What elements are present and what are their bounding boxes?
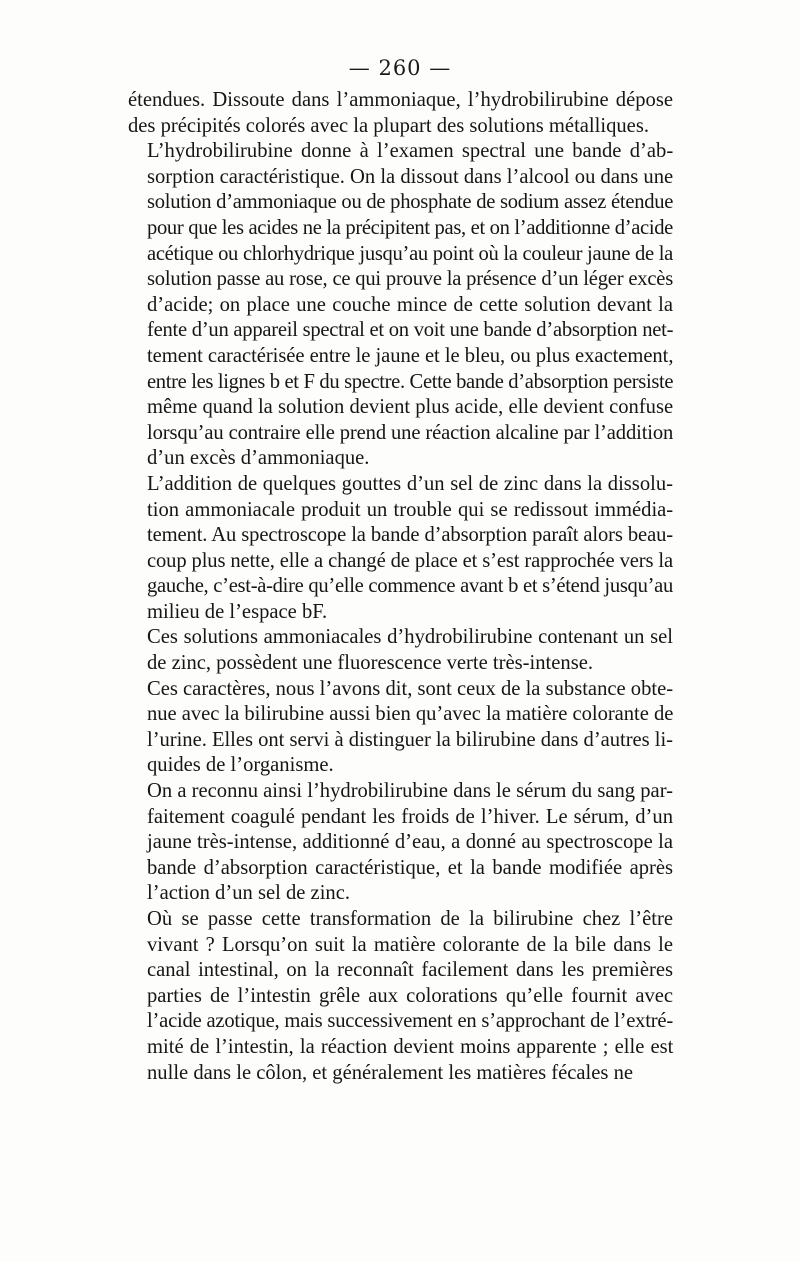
text-line: canal intestinal, on la reconnaît facilement dans les premières [147, 959, 674, 982]
text-line: de zinc, possèdent une fluorescence verte très-intense. [147, 652, 594, 675]
text-line: On a reconnu ainsi l’hydrobilirubine dans le sérum du sang par- [147, 780, 673, 803]
text-line: sorption caractéristique. On la dissout dans l’alcool ou dans une [147, 165, 674, 188]
paragraph [128, 677, 673, 779]
text-line: jaune très-intense, additionné d’eau, a donné au spectroscope la [147, 831, 673, 854]
text-line: parties de l’intestin grêle aux colorations qu’elle fournit avec [147, 984, 674, 1007]
paragraph [128, 88, 673, 139]
paragraph [128, 472, 673, 626]
text-line: acétique ou chlorhydrique jusqu’au point où la couleur jaune de la [147, 242, 673, 265]
paragraph [128, 139, 673, 472]
text-line: même quand la solution devient plus acide, elle devient confuse [147, 396, 674, 419]
text-line: solution passe au rose, ce qui prouve la présence d’un léger excès [147, 268, 673, 291]
text-line: nulle dans le côlon, et généralement les matières fécales ne [147, 1061, 634, 1084]
paragraph [128, 779, 673, 907]
text-line: Ces solutions ammoniacales d’hydrobilirubine contenant un sel [147, 626, 673, 649]
text-line: fente d’un appareil spectral et on voit une bande d’absorption net- [147, 319, 674, 342]
text-line: tement caractérisée entre le jaune et le bleu, ou plus exactement, [147, 344, 674, 367]
body-text [128, 88, 673, 1086]
paragraph [128, 907, 673, 1086]
text-line: l’acide azotique, mais successivement en s’approchant de l’extré- [147, 1010, 673, 1033]
text-line: étendues. Dissoute dans l’ammoniaque, l’hydrobilirubine dépose [128, 89, 673, 111]
text-line: vivant ? Lorsqu’on suit la matière colorante de la bile dans le [147, 933, 673, 956]
page-number: — 260 — [348, 56, 452, 80]
text-line: pour que les acides ne la précipitent pas, et on l’additionne d’acide [147, 216, 673, 239]
text-line: d’acide; on place une couche mince de cette solution devant la [147, 293, 673, 316]
text-line: des précipités colorés avec la plupart des solutions métalliques. [128, 114, 649, 137]
text-line: mité de l’intestin, la réaction devient moins apparente ; elle est [147, 1035, 674, 1058]
text-line: solution d’ammoniaque ou de phosphate de sodium assez étendue [147, 191, 674, 214]
text-line: nue avec la bilirubine aussi bien qu’avec la matière colorante de [147, 703, 674, 726]
text-line: quides de l’organisme. [147, 754, 334, 777]
text-line: l’action d’un sel de zinc. [147, 882, 351, 905]
text-line: L’addition de quelques gouttes d’un sel de zinc dans la dissolu- [147, 472, 673, 495]
text-line: d’un excès d’ammoniaque. [147, 447, 370, 470]
text-line: tion ammoniacale produit un trouble qui se redissout immédia- [147, 498, 674, 521]
text-line: lorsqu’au contraire elle prend une réaction alcaline par l’addition [147, 421, 674, 444]
text-line: l’urine. Elles ont servi à distinguer la bilirubine dans d’autres li- [147, 728, 673, 751]
text-line: milieu de l’espace bF. [147, 600, 328, 623]
text-line: coup plus nette, elle a changé de place et s’est rapprochée vers la [147, 549, 673, 572]
text-line: gauche, c’est-à-dire qu’elle commence avant b et s’étend jusqu’au [147, 575, 673, 598]
text-line: bande d’absorption caractéristique, et la bande modifiée après [147, 856, 674, 879]
text-line: Ces caractères, nous l’avons dit, sont ceux de la substance obte- [147, 677, 674, 700]
text-line: tement. Au spectroscope la bande d’absorption paraît alors beau- [147, 524, 673, 547]
text-line: entre les lignes b et F du spectre. Cette bande d’absorption persiste [147, 370, 674, 393]
paragraph [128, 625, 673, 676]
text-line: Où se passe cette transformation de la bilirubine chez l’être [147, 908, 673, 930]
text-line: L’hydrobilirubine donne à l’examen spectral une bande d’ab- [147, 140, 674, 163]
text-line: faitement coagulé pendant les froids de l’hiver. Le sérum, d’un [147, 805, 673, 828]
